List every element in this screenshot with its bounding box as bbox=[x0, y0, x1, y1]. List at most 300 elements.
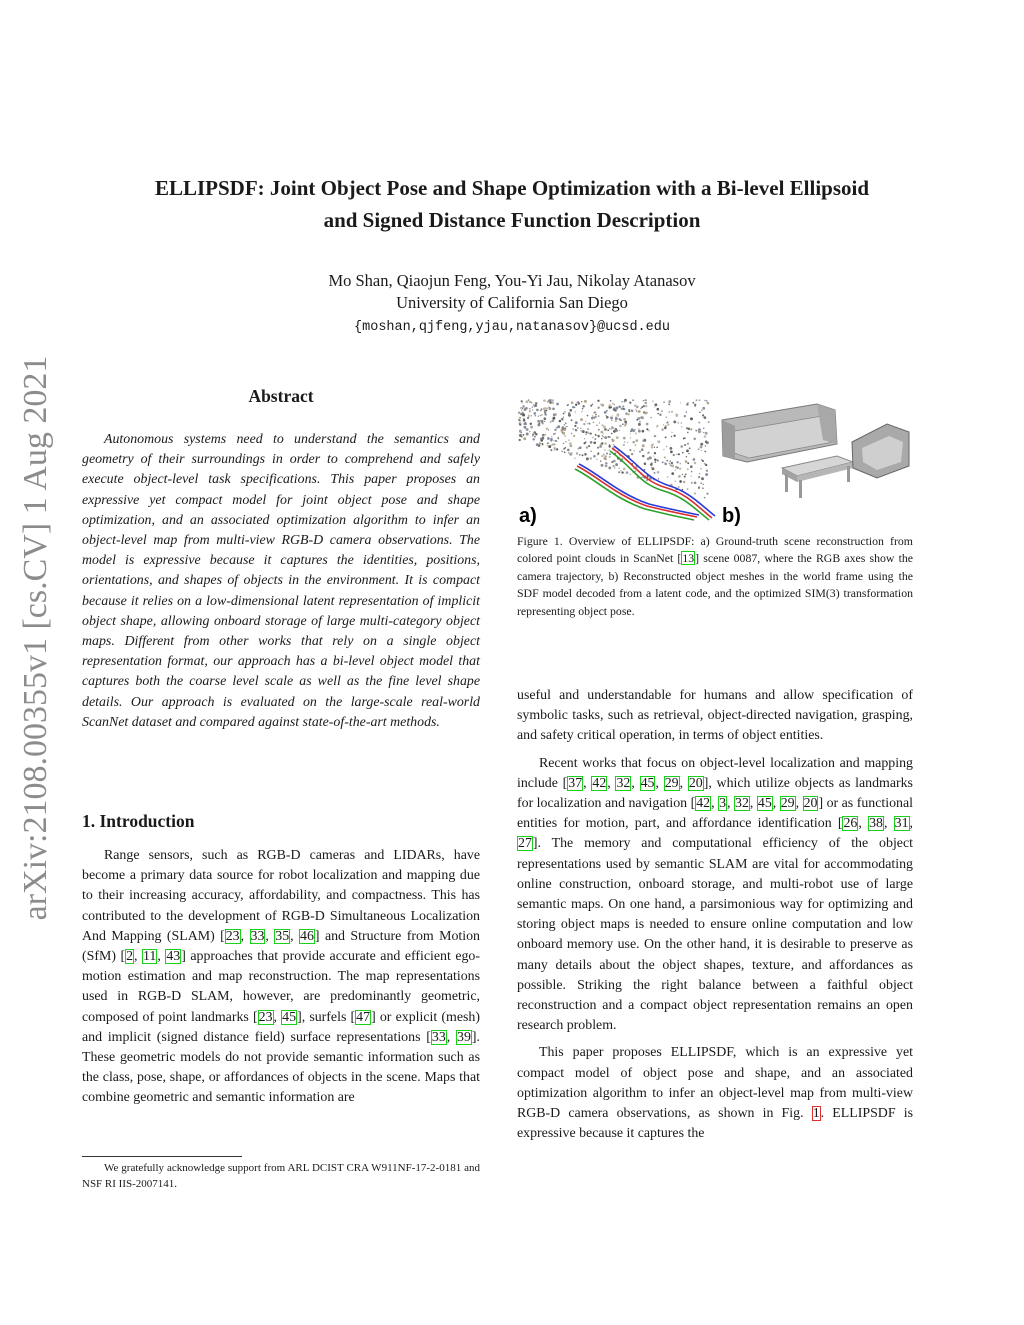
point bbox=[688, 453, 689, 454]
point bbox=[582, 454, 584, 456]
paper-title bbox=[60, 172, 964, 236]
point bbox=[539, 442, 541, 444]
point bbox=[671, 411, 673, 413]
point bbox=[661, 410, 663, 412]
point bbox=[603, 433, 604, 434]
point bbox=[664, 462, 666, 464]
caption-text: ] scene 0087, where the RGB axes show the camera trajectory, b) Reconstructed object meshes in the world frame using the SDF model decoded from a latent code, and the optimized SIM(3) transformation representing object pose. bbox=[517, 551, 913, 618]
point bbox=[595, 416, 597, 418]
point bbox=[522, 414, 525, 417]
citation[interactable]: 32 bbox=[616, 775, 631, 791]
point bbox=[684, 444, 686, 446]
point bbox=[598, 452, 600, 454]
point bbox=[604, 442, 607, 445]
point bbox=[529, 431, 530, 432]
point bbox=[671, 472, 674, 475]
citation[interactable]: 32 bbox=[735, 796, 749, 812]
point bbox=[634, 429, 635, 430]
point bbox=[532, 407, 533, 408]
point bbox=[625, 422, 627, 424]
point bbox=[691, 471, 692, 472]
citation[interactable]: 33 bbox=[250, 928, 265, 944]
citation[interactable]: 42 bbox=[696, 796, 711, 812]
point bbox=[694, 493, 696, 495]
point bbox=[641, 476, 643, 478]
point bbox=[583, 423, 585, 425]
point bbox=[708, 421, 710, 423]
intro-text: Range sensors, such as RGB-D cameras and LIDARs, have become a primary data source for robot localization and mapping due to their increasing accuracy, affordability, and compactness. This has contributed to the development of RGB-D Simultaneous Localization And Mapping (SLAM) [ bbox=[82, 848, 480, 944]
point bbox=[535, 402, 538, 405]
point bbox=[622, 424, 623, 425]
citation[interactable]: 39 bbox=[457, 1029, 471, 1045]
point bbox=[638, 430, 641, 433]
point bbox=[667, 476, 668, 477]
intro-text: ] and Structure from Motion (SfM) [ bbox=[82, 928, 480, 965]
point bbox=[624, 399, 627, 402]
point bbox=[691, 475, 692, 476]
citation[interactable]: 45 bbox=[640, 775, 655, 791]
point bbox=[629, 449, 631, 451]
point bbox=[612, 427, 614, 429]
point bbox=[590, 441, 593, 444]
point bbox=[552, 399, 553, 400]
author-block bbox=[60, 270, 964, 314]
intro-text: ] or explicit (mesh) and implicit (signed distance field) surface representations [ bbox=[82, 1009, 481, 1045]
point bbox=[636, 410, 637, 411]
citation[interactable]: 42 bbox=[592, 775, 607, 791]
point bbox=[644, 402, 647, 405]
point bbox=[634, 444, 636, 446]
point bbox=[638, 428, 640, 430]
point bbox=[582, 430, 585, 433]
point bbox=[572, 406, 574, 408]
point bbox=[680, 402, 681, 403]
point bbox=[618, 406, 621, 409]
point bbox=[559, 420, 561, 422]
point bbox=[686, 456, 687, 457]
point bbox=[561, 450, 563, 452]
point bbox=[678, 453, 680, 455]
point bbox=[543, 417, 546, 420]
point bbox=[556, 403, 559, 406]
point bbox=[654, 403, 657, 406]
point bbox=[541, 443, 543, 445]
abstract-heading: Abstract bbox=[248, 386, 314, 406]
point bbox=[667, 423, 669, 425]
point bbox=[648, 430, 649, 431]
point bbox=[623, 408, 625, 410]
citation[interactable]: 31 bbox=[894, 816, 909, 832]
point bbox=[624, 441, 625, 442]
citation[interactable]: 13 bbox=[682, 551, 695, 566]
point bbox=[591, 417, 594, 420]
citation[interactable]: 45 bbox=[282, 1009, 297, 1025]
point bbox=[643, 400, 644, 401]
point bbox=[682, 489, 683, 490]
point bbox=[614, 467, 615, 468]
point bbox=[669, 463, 671, 465]
point bbox=[658, 478, 659, 479]
point bbox=[599, 445, 602, 448]
point bbox=[518, 412, 520, 414]
point bbox=[689, 447, 691, 449]
citation[interactable]: 23 bbox=[258, 1009, 273, 1025]
citation[interactable]: 37 bbox=[568, 775, 583, 791]
point bbox=[584, 453, 587, 456]
point bbox=[568, 452, 570, 454]
para-text: . ELLIPSDF is expressive because it captures the bbox=[517, 1106, 913, 1142]
point bbox=[557, 438, 559, 440]
point bbox=[685, 474, 687, 476]
point bbox=[604, 411, 607, 414]
point bbox=[638, 410, 641, 413]
point bbox=[654, 461, 656, 463]
point bbox=[525, 422, 527, 424]
citation[interactable]: 23 bbox=[225, 928, 240, 944]
point bbox=[696, 399, 698, 401]
point bbox=[572, 428, 574, 430]
point bbox=[686, 411, 687, 412]
point bbox=[555, 440, 557, 442]
point bbox=[657, 471, 660, 474]
point bbox=[551, 419, 554, 422]
point bbox=[699, 473, 700, 474]
citation[interactable]: 46 bbox=[300, 928, 314, 944]
point bbox=[584, 438, 585, 439]
point bbox=[531, 427, 533, 429]
point bbox=[687, 432, 689, 434]
point bbox=[641, 406, 643, 408]
point bbox=[544, 421, 545, 422]
title-line-2: and Signed Distance Function Description bbox=[323, 208, 701, 232]
citation[interactable]: 3 bbox=[719, 796, 727, 812]
point bbox=[575, 411, 576, 412]
point bbox=[552, 417, 555, 420]
related-work-paragraph: Recent works that focus on object-level localization and mapping include [37, 42, 32, 45, 29, 20], which utilize objects as landmarks for localization and navigation [42, 3, 32, 45, 29, 20] or as functional entities for motion, part, and affordance identification [26, 38, 31, 27]. The memory and computational efficiency of the object representations used by semantic SLAM are vital for accommodating online construction, onboard storage, and multi-robot use of large semantic maps. On one hand, a parsimonious way for optimizing and storing object maps is needed to ensure online computation and low onboard memory use. On the other hand, it is desirable to preserve as many details about the object shapes, texture, and affordances as possible. Striking the right balance between a faithful object reconstruction and a compact object representation remains an open research problem. bbox=[517, 755, 914, 1034]
point bbox=[698, 430, 700, 432]
citation[interactable]: 11 bbox=[143, 949, 157, 965]
point bbox=[700, 446, 703, 449]
point bbox=[640, 416, 642, 418]
point bbox=[636, 407, 637, 408]
point bbox=[530, 423, 532, 425]
authors: Mo Shan, Qiaojun Feng, You-Yi Jau, Nikolay Atanasov bbox=[328, 271, 696, 290]
point bbox=[609, 449, 611, 451]
point bbox=[630, 474, 632, 476]
citation[interactable]: 35 bbox=[275, 928, 290, 944]
point bbox=[590, 432, 592, 434]
point bbox=[670, 465, 672, 467]
citation[interactable]: 29 bbox=[664, 775, 679, 791]
point bbox=[701, 450, 702, 451]
point bbox=[528, 414, 530, 416]
point bbox=[586, 457, 589, 460]
introduction-heading: 1. Introduction bbox=[82, 811, 195, 831]
point bbox=[701, 409, 703, 411]
point bbox=[684, 437, 685, 438]
table-mesh bbox=[782, 456, 853, 498]
point bbox=[587, 432, 589, 434]
point bbox=[538, 416, 539, 417]
point bbox=[596, 459, 597, 460]
point bbox=[682, 452, 684, 454]
point bbox=[706, 493, 708, 495]
point bbox=[601, 442, 603, 444]
point bbox=[567, 449, 570, 452]
para-text: ], which utilize objects as landmarks for localization and navigation [ bbox=[517, 775, 913, 812]
point bbox=[704, 400, 705, 401]
point bbox=[636, 439, 639, 442]
point bbox=[598, 429, 600, 431]
point bbox=[608, 406, 611, 409]
point bbox=[611, 461, 613, 463]
point bbox=[668, 404, 670, 406]
point bbox=[545, 409, 547, 411]
point bbox=[690, 417, 693, 420]
point bbox=[656, 446, 658, 448]
point bbox=[615, 417, 616, 418]
point bbox=[598, 415, 600, 417]
point bbox=[548, 445, 551, 448]
point bbox=[661, 428, 663, 430]
point bbox=[698, 422, 700, 424]
point bbox=[618, 471, 620, 473]
point bbox=[649, 456, 652, 459]
point bbox=[599, 422, 600, 423]
point bbox=[670, 451, 673, 454]
point bbox=[565, 422, 567, 424]
point bbox=[654, 472, 656, 474]
point bbox=[676, 454, 677, 455]
point bbox=[693, 437, 696, 440]
point bbox=[705, 445, 706, 446]
citation[interactable]: 33 bbox=[431, 1029, 446, 1045]
point bbox=[671, 462, 673, 464]
point bbox=[687, 488, 689, 490]
citation[interactable]: 20 bbox=[688, 775, 703, 791]
point bbox=[663, 424, 664, 425]
point bbox=[685, 460, 688, 463]
point bbox=[694, 482, 697, 485]
point bbox=[604, 436, 607, 439]
point bbox=[679, 468, 681, 470]
citation[interactable]: 45 bbox=[757, 796, 772, 812]
point bbox=[671, 436, 672, 437]
point bbox=[702, 460, 704, 462]
point bbox=[586, 446, 589, 449]
point bbox=[564, 424, 565, 425]
point bbox=[632, 399, 634, 401]
point bbox=[540, 410, 541, 411]
point bbox=[675, 469, 676, 470]
point bbox=[547, 443, 548, 444]
point bbox=[611, 433, 613, 435]
point bbox=[569, 409, 572, 412]
point bbox=[611, 420, 612, 421]
point bbox=[602, 435, 604, 437]
point bbox=[568, 414, 571, 417]
point bbox=[519, 439, 521, 441]
point bbox=[674, 480, 675, 481]
point bbox=[582, 408, 584, 410]
point bbox=[593, 455, 596, 458]
citation[interactable]: 38 bbox=[869, 816, 883, 832]
point bbox=[587, 428, 589, 430]
point bbox=[614, 407, 615, 408]
point bbox=[666, 460, 668, 462]
paragraph-continuation: useful and understandable for humans and allow specification of symbolic tasks, such as retrieval, object-directed navigation, grasping, and safety critical operation, in terms of object entities. bbox=[517, 688, 913, 744]
point bbox=[690, 465, 693, 468]
point bbox=[568, 439, 569, 440]
email: {moshan,qjfeng,yjau,natanasov}@ucsd.edu bbox=[354, 320, 670, 335]
point bbox=[704, 435, 707, 438]
point bbox=[601, 438, 602, 439]
point bbox=[646, 423, 649, 426]
point bbox=[665, 416, 667, 418]
citation[interactable]: 20 bbox=[803, 796, 818, 812]
point bbox=[654, 452, 656, 454]
point bbox=[657, 413, 658, 414]
point bbox=[698, 487, 700, 489]
point bbox=[659, 413, 661, 415]
figure-1-graphic bbox=[517, 396, 913, 526]
point bbox=[564, 451, 566, 453]
point bbox=[680, 445, 683, 448]
point bbox=[612, 465, 614, 467]
point bbox=[646, 428, 648, 430]
point bbox=[554, 414, 556, 416]
point bbox=[561, 418, 563, 420]
point bbox=[664, 456, 666, 458]
point bbox=[569, 442, 572, 445]
point bbox=[553, 447, 555, 449]
figure-reference[interactable]: 1 bbox=[812, 1106, 820, 1122]
citation[interactable]: 43 bbox=[166, 949, 181, 965]
point bbox=[588, 423, 590, 425]
point bbox=[526, 428, 529, 431]
point bbox=[612, 403, 614, 405]
point bbox=[673, 435, 675, 437]
point bbox=[552, 408, 555, 411]
point bbox=[687, 462, 689, 464]
point bbox=[707, 402, 710, 405]
point bbox=[525, 400, 528, 403]
citation[interactable]: 26 bbox=[843, 816, 858, 832]
point bbox=[615, 429, 617, 431]
citation[interactable]: 29 bbox=[780, 796, 795, 812]
point bbox=[540, 438, 542, 440]
point bbox=[580, 428, 581, 429]
point bbox=[638, 423, 641, 426]
introduction-paragraph: Range sensors, such as RGB-D cameras and LIDARs, have become a primary data source for robot localization and mapping due to their increasing accuracy, affordability, and compactness. This has contributed to the development of RGB-D Simultaneous Localization And Mapping (SLAM) [23, 33, 35, 46] and Structure from Motion (SfM) [2, 11, 43] approaches that provide accurate and efficient ego-motion estimation and map reconstruction. The map representations used in RGB-D SLAM, however, are predominantly geometric, composed of point landmarks [23, 45], surfels [47] or explicit (mesh) and implicit (signed distance field) surface representations [33, 39]. These geometric models do not provide semantic information such as the class, pose, shape, or affordances of objects in the scene. Maps that combine geometric and semantic information are bbox=[82, 848, 481, 1106]
point bbox=[705, 432, 708, 435]
point bbox=[579, 454, 581, 456]
point bbox=[604, 428, 607, 431]
point bbox=[615, 420, 617, 422]
point bbox=[614, 409, 617, 412]
point bbox=[605, 462, 607, 464]
point bbox=[554, 433, 556, 435]
point bbox=[626, 471, 629, 474]
point bbox=[533, 412, 536, 415]
point bbox=[536, 409, 539, 412]
point bbox=[523, 418, 525, 420]
citation[interactable]: 47 bbox=[356, 1009, 371, 1025]
point bbox=[635, 409, 637, 411]
para-text: This paper proposes ELLIPSDF, which is an expressive yet compact model of object pose and shape, and an associated optimization algorithm to infer an object-level map from multi-view RGB-D camera observations, as shown in Fig. bbox=[517, 1045, 913, 1122]
point bbox=[642, 455, 645, 458]
point bbox=[579, 446, 582, 449]
point bbox=[676, 467, 678, 469]
point bbox=[521, 409, 522, 410]
point bbox=[563, 413, 565, 415]
point bbox=[703, 484, 704, 485]
citation[interactable]: 2 bbox=[126, 949, 134, 965]
point bbox=[628, 409, 630, 411]
point bbox=[600, 404, 601, 405]
point bbox=[571, 419, 573, 421]
armchair-mesh bbox=[852, 424, 909, 478]
point bbox=[699, 412, 700, 413]
point bbox=[684, 476, 686, 478]
point bbox=[520, 432, 522, 434]
point bbox=[545, 407, 546, 408]
point bbox=[588, 445, 590, 447]
point bbox=[657, 408, 660, 411]
point bbox=[666, 422, 667, 423]
point bbox=[577, 427, 579, 429]
point bbox=[584, 400, 587, 403]
point bbox=[613, 444, 614, 445]
point bbox=[592, 415, 594, 417]
point bbox=[529, 408, 530, 409]
point bbox=[694, 404, 696, 406]
point bbox=[702, 407, 705, 410]
point bbox=[543, 434, 544, 435]
point bbox=[575, 429, 577, 431]
point bbox=[610, 417, 613, 420]
point bbox=[652, 400, 653, 401]
point bbox=[609, 453, 611, 455]
point bbox=[605, 465, 608, 468]
affiliation: University of California San Diego bbox=[396, 293, 628, 312]
point bbox=[519, 420, 521, 422]
point bbox=[657, 425, 659, 427]
point bbox=[609, 428, 610, 429]
point bbox=[597, 447, 599, 449]
point bbox=[590, 451, 591, 452]
point bbox=[533, 431, 536, 434]
point bbox=[526, 433, 529, 436]
citation[interactable]: 27 bbox=[518, 836, 532, 852]
point bbox=[593, 422, 595, 424]
point bbox=[619, 418, 621, 420]
point bbox=[645, 405, 647, 407]
point bbox=[546, 428, 548, 430]
point bbox=[585, 421, 586, 422]
point bbox=[582, 405, 584, 407]
point bbox=[627, 413, 629, 415]
point bbox=[574, 458, 575, 459]
point bbox=[670, 461, 671, 462]
point bbox=[621, 471, 623, 473]
point bbox=[523, 434, 525, 436]
point bbox=[619, 430, 620, 431]
point bbox=[702, 487, 704, 489]
point bbox=[585, 434, 586, 435]
point bbox=[563, 416, 564, 417]
point bbox=[547, 445, 548, 446]
